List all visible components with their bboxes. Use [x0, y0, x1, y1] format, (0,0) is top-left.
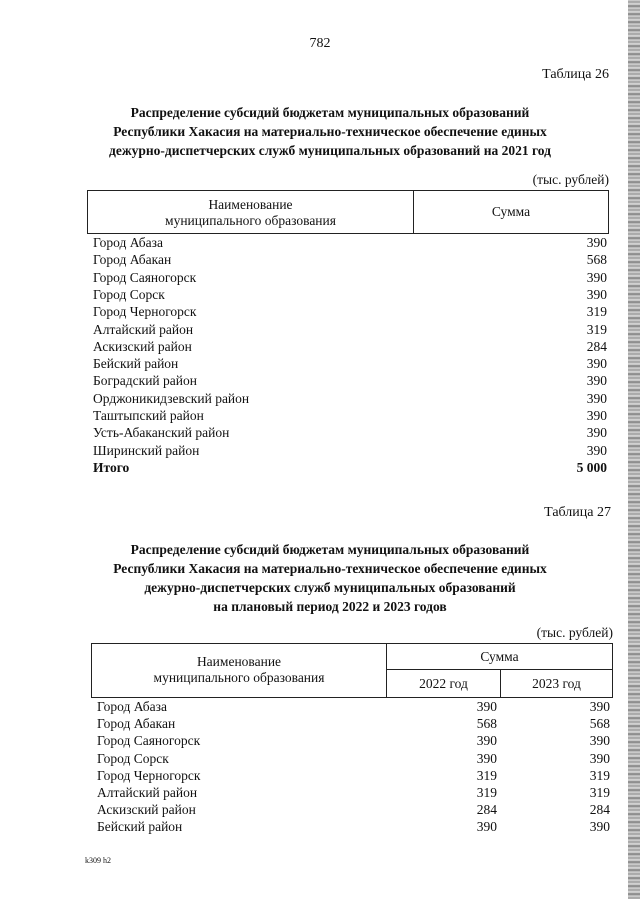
- row-name: Город Абакан: [93, 252, 172, 268]
- title-line: дежурно-диспетчерских служб муниципальных образований на 2021 год: [109, 143, 551, 158]
- row-value-2022: 284: [476, 802, 497, 818]
- header-sum-cell: Сумма: [491, 204, 531, 219]
- title-line: на плановый период 2022 и 2023 годов: [213, 599, 447, 614]
- row-value: 390: [586, 442, 607, 458]
- row-name: Город Черногорск: [93, 304, 197, 320]
- row-name: Город Черногорск: [97, 767, 201, 783]
- table-27-title: [60, 540, 600, 616]
- row-name: Город Саяногорск: [93, 269, 197, 285]
- title-line: Республики Хакасия на материально-техническое обеспечение единых: [113, 124, 547, 139]
- row-name: Город Сорск: [93, 286, 165, 302]
- row-name: Бейский район: [97, 819, 183, 835]
- table-row: [97, 698, 610, 715]
- table-26-title: [60, 103, 600, 160]
- table-row: [93, 442, 607, 459]
- header-name-line: муниципального образования: [165, 213, 336, 228]
- table-row: [93, 355, 607, 372]
- row-name: Ширинский район: [93, 442, 200, 458]
- row-value-2023: 319: [589, 785, 610, 800]
- row-value-2022: 319: [476, 767, 497, 783]
- header-year-2023: 2023 год: [532, 676, 581, 691]
- table-row: [93, 303, 607, 320]
- total-row: [93, 459, 607, 476]
- scan-edge: [628, 0, 640, 899]
- row-value-2023: 319: [589, 767, 610, 783]
- row-value: 390: [586, 269, 607, 285]
- header-name-line: Наименование: [196, 654, 282, 669]
- row-value: 390: [586, 425, 607, 441]
- table-26-label: Таблица 26: [542, 67, 609, 82]
- header-sum-cell: Сумма: [480, 649, 519, 664]
- row-value: 319: [586, 321, 607, 337]
- table-row: [93, 390, 607, 407]
- table-row: [97, 818, 610, 835]
- title-line: Республики Хакасия на материально-техническое обеспечение единых: [113, 561, 547, 576]
- table-row: [93, 424, 607, 441]
- row-value-2023: 390: [589, 819, 610, 835]
- table-row: [93, 407, 607, 424]
- row-value-2022: 390: [476, 699, 497, 714]
- row-name: Алтайский район: [97, 785, 198, 800]
- row-value: 284: [586, 338, 607, 354]
- row-value-2022: 390: [476, 750, 497, 766]
- table-row: [97, 750, 610, 767]
- table-row: [97, 715, 610, 732]
- total-label: Итого: [93, 459, 130, 475]
- row-name: Город Абаза: [97, 699, 167, 714]
- row-name: Город Саяногорск: [97, 733, 201, 749]
- table-row: [93, 372, 607, 389]
- row-name: Город Абакан: [97, 716, 176, 732]
- title-line: Распределение субсидий бюджетам муниципальных образований: [130, 542, 530, 557]
- row-name: Город Сорск: [97, 750, 169, 766]
- row-value-2023: 390: [589, 750, 610, 766]
- row-value-2023: 284: [589, 802, 610, 818]
- row-name: Аскизский район: [93, 338, 192, 354]
- header-subdivider: [386, 669, 612, 670]
- table-27-header: [91, 643, 613, 698]
- row-value: 390: [586, 408, 607, 423]
- row-name: Алтайский район: [93, 321, 194, 337]
- row-value-2022: 568: [476, 716, 497, 732]
- title-line: дежурно-диспетчерских служб муниципальных образований: [144, 580, 516, 595]
- table-row: [93, 234, 607, 251]
- row-name: Орджоникидзевский район: [93, 390, 250, 406]
- table-26-units: (тыс. рублей): [532, 172, 609, 187]
- row-value: 568: [586, 252, 607, 268]
- title-line: Распределение субсидий бюджетам муниципальных образований: [130, 105, 530, 120]
- header-name-cell: [92, 654, 386, 686]
- row-name: Боградский район: [93, 373, 197, 389]
- header-name-line: муниципального образования: [153, 670, 325, 685]
- table-26-header: [87, 190, 609, 234]
- table-row: [93, 269, 607, 286]
- row-value-2023: 390: [589, 699, 610, 714]
- row-value-2022: 390: [476, 733, 497, 749]
- table-row: [97, 767, 610, 784]
- row-value-2023: 390: [589, 733, 610, 749]
- page-number: 782: [309, 36, 331, 51]
- row-name: Бейский район: [93, 356, 179, 372]
- table-row: [93, 286, 607, 303]
- header-year-2022: 2022 год: [419, 676, 468, 691]
- row-value-2022: 390: [476, 819, 497, 835]
- table-row: [97, 732, 610, 749]
- table-27-label: Таблица 27: [544, 505, 611, 520]
- header-name-cell: [88, 197, 413, 229]
- footer-code: k309 h2: [85, 856, 111, 865]
- row-value: 390: [586, 390, 607, 406]
- row-name: Аскизский район: [97, 802, 196, 818]
- row-value: 319: [586, 304, 607, 320]
- total-value: 5 000: [576, 459, 607, 475]
- table-row: [93, 338, 607, 355]
- row-name: Город Абаза: [93, 235, 163, 250]
- table-row: [93, 321, 607, 338]
- header-name-line: Наименование: [208, 197, 293, 212]
- row-value-2022: 319: [476, 785, 497, 800]
- row-value-2023: 568: [589, 716, 610, 732]
- table-27-units: (тыс. рублей): [536, 625, 613, 640]
- row-name: Таштыпский район: [93, 408, 204, 423]
- table-row: [93, 251, 607, 268]
- row-value: 390: [586, 356, 607, 372]
- table-row: [97, 801, 610, 818]
- row-value: 390: [586, 235, 607, 250]
- table-row: [97, 784, 610, 801]
- row-value: 390: [586, 286, 607, 302]
- row-name: Усть-Абаканский район: [93, 425, 230, 441]
- row-value: 390: [586, 373, 607, 389]
